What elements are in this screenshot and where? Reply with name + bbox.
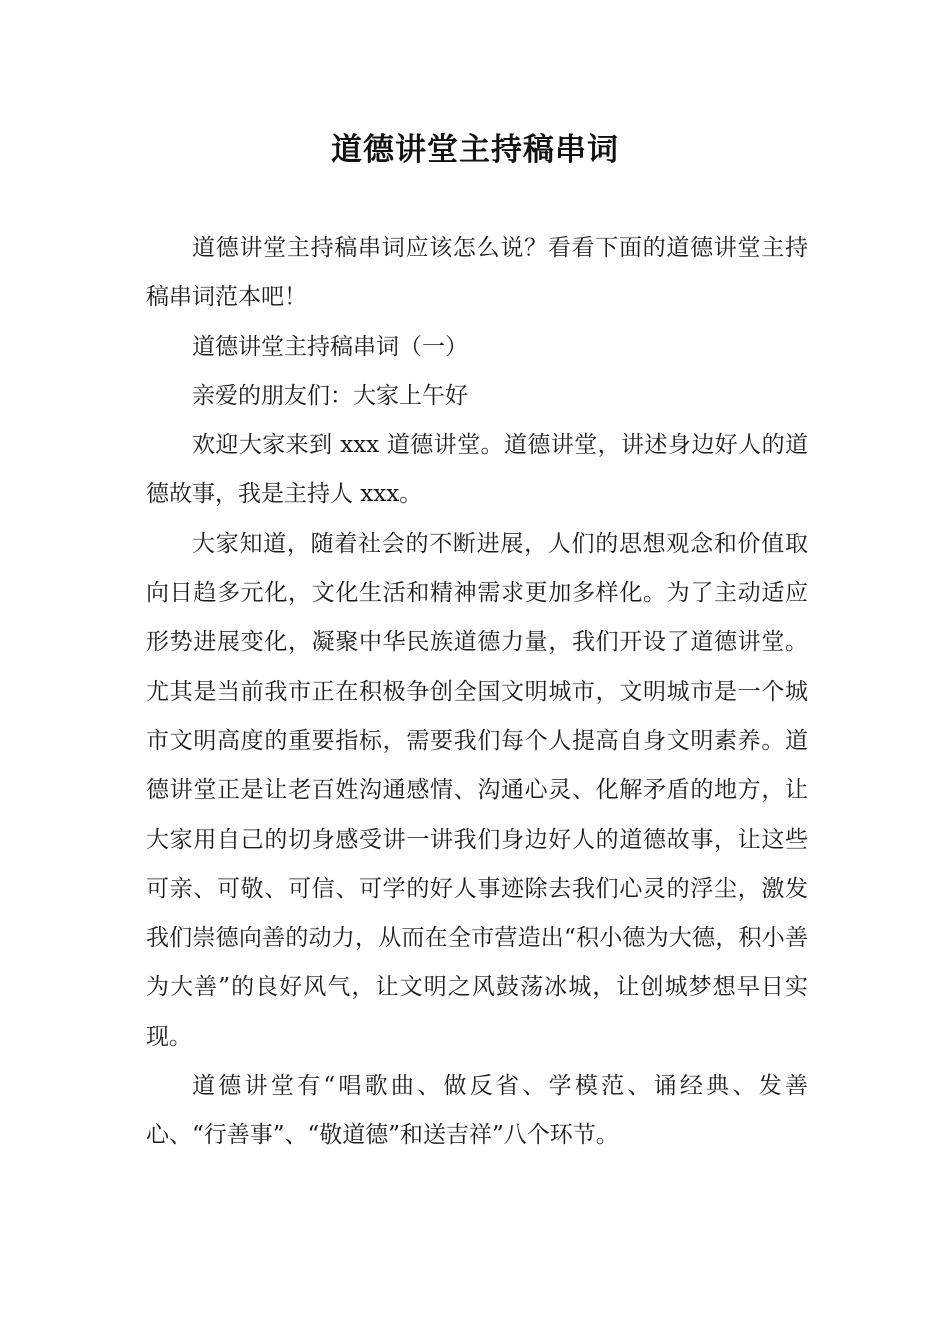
paragraph-intro: 道德讲堂主持稿串词应该怎么说？看看下面的道德讲堂主持稿串词范本吧！ <box>146 235 808 311</box>
paragraph-section-heading: 道德讲堂主持稿串词（一） <box>192 333 468 360</box>
paragraph-stages: 道德讲堂有“唱歌曲、做反省、学模范、诵经典、发善心、“行善事”、“敬道德”和送吉祥”八个环节。 <box>146 1073 808 1149</box>
document-body <box>146 224 808 1161</box>
paragraph-welcome: 欢迎大家来到 xxx 道德讲堂。道德讲堂，讲述身边好人的道德故事，我是主持人 xxx。 <box>146 432 808 508</box>
paragraph-greeting: 亲爱的朋友们：大家上午好 <box>192 382 468 409</box>
document-title: 道德讲堂主持稿串词 <box>331 132 619 168</box>
paragraph-main: 大家知道，随着社会的不断进展，人们的思想观念和价值取向日趋多元化，文化生活和精神需求更加多样化。为了主动适应形势进展变化，凝聚中华民族道德力量，我们开设了道德讲堂。尤其是当前我市正在积极争创全国文明城市，文明城市是一个城市文明高度的重要指标，需要我们每个人提高自身文明素养。道德讲堂正是让老百姓沟通感情、沟通心灵、化解矛盾的地方，让大家用自己的切身感受讲一讲我们身边好人的道德故事，让这些可亲、可敬、可信、可学的好人事迹除去我们心灵的浮尘，激发我们崇德向善的动力，从而在全市营造出“积小德为大德，积小善为大善”的良好风气，让文明之风鼓荡冰城，让创城梦想早日实现。 <box>146 530 808 1050</box>
